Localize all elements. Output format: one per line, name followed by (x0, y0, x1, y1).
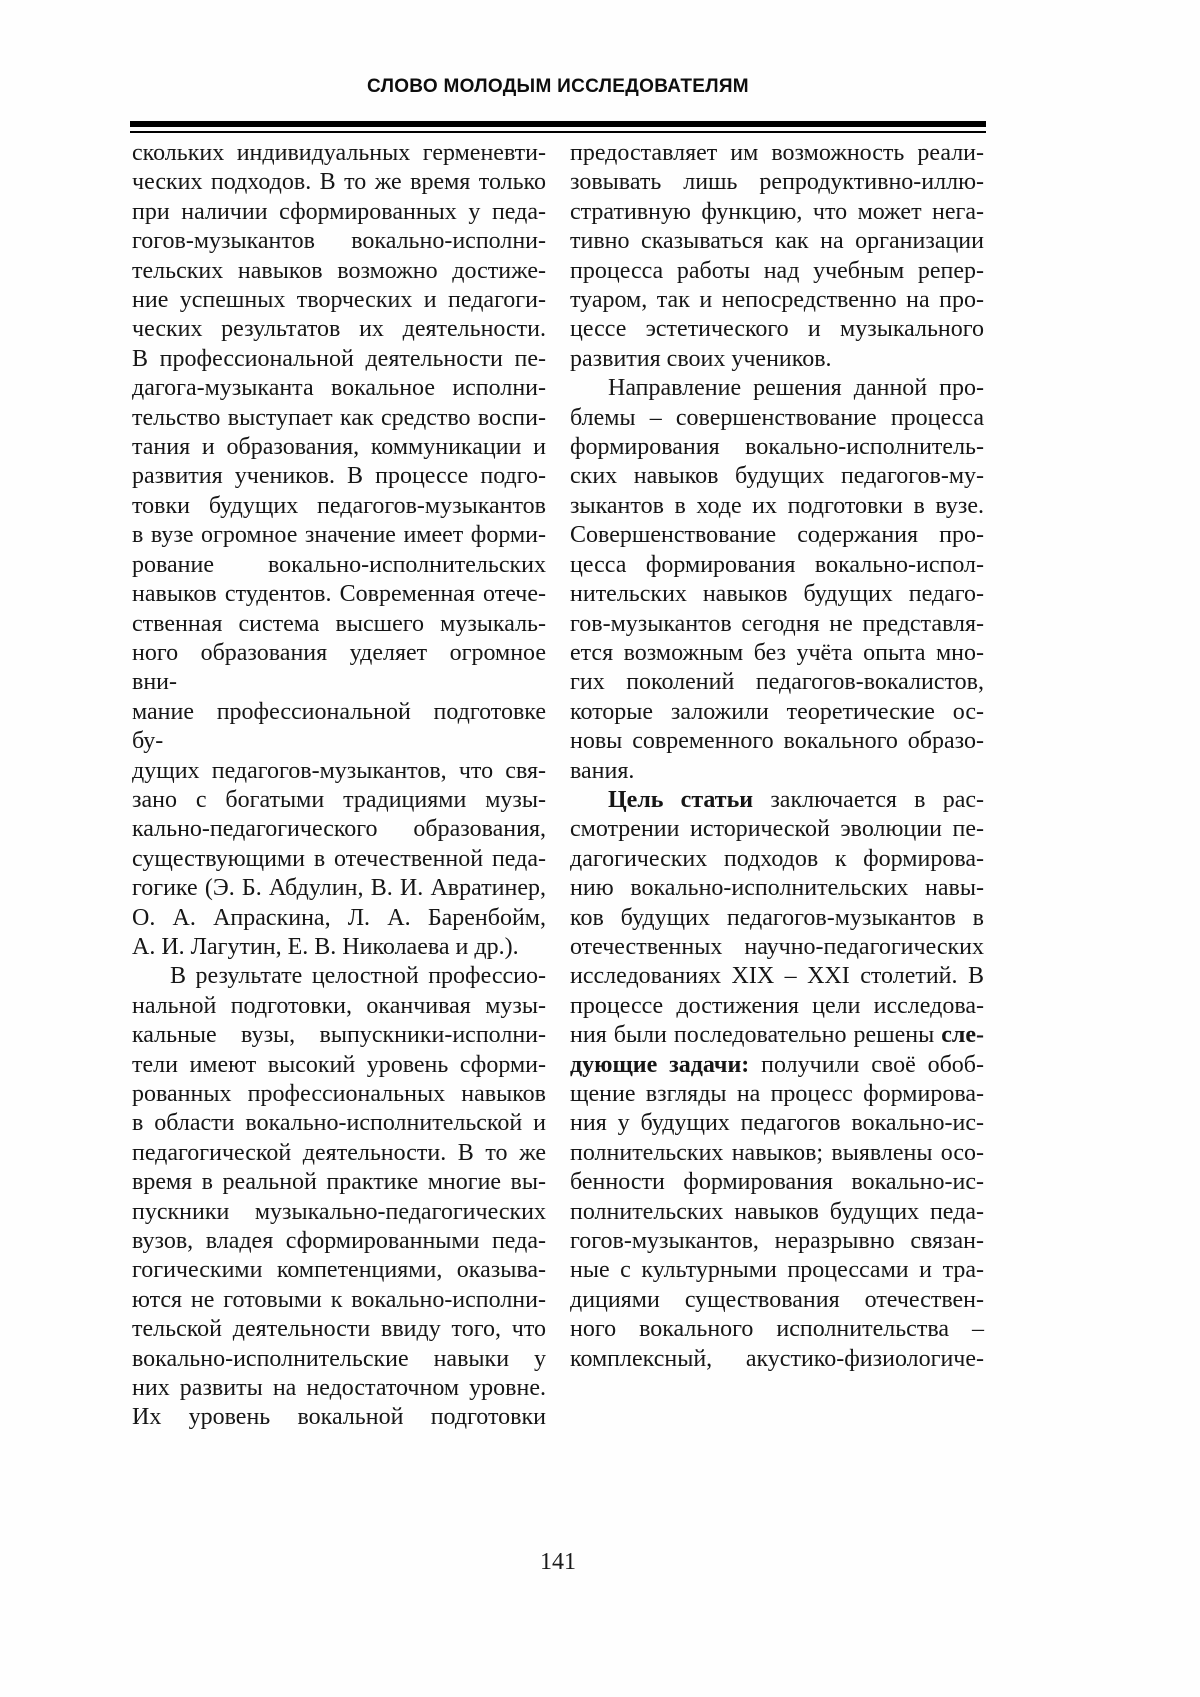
text-line: пускники музыкально-педагогических (132, 1198, 546, 1225)
text-line: Совершенствование содержания про- (570, 522, 984, 549)
text-line: Их уровень вокальной подготовки (132, 1404, 546, 1431)
text-line: них развиты на недостаточном уровне. (132, 1375, 546, 1402)
text-line: развития своих учеников. (570, 345, 832, 372)
text-line: О. А. Апраскина, Л. А. Баренбойм, (132, 904, 546, 931)
text-line: тания и образования, коммуникации и (132, 434, 546, 461)
text-line: развития учеников. В процессе подго- (132, 463, 546, 490)
text-columns (132, 139, 984, 1433)
text-line: дующие задачи: получили своё обоб- (570, 1051, 985, 1078)
text-line: Цель статьи заключается в рас- (608, 786, 984, 813)
text-line: стративную функцию, что может нега- (570, 198, 984, 225)
text-line: при наличии сформированных у педа- (132, 198, 546, 225)
text-line: ные с культурными процессами и тра- (570, 1257, 984, 1284)
text-line: туаром, так и непосредственно на про- (570, 287, 984, 314)
text-line: ческих результатов их деятельности. (132, 316, 546, 343)
text-line: процесса работы над учебным репер- (570, 257, 984, 284)
text-line: смотрении исторической эволюции пе- (570, 816, 984, 843)
text-line: комплексный, акустико-физиологиче- (570, 1345, 984, 1372)
text-line: А. И. Лагутин, Е. В. Николаева и др.). (132, 933, 519, 960)
text-line: рование вокально-исполнительских (132, 551, 546, 578)
text-line: формирования вокально-исполнитель- (570, 434, 984, 461)
text-line: ственная система высшего музыкаль- (132, 610, 546, 637)
text-line: гогов-музыкантов вокально-исполни- (132, 228, 546, 255)
running-head: СЛОВО МОЛОДЫМ ИССЛЕДОВАТЕЛЯМ (367, 76, 749, 97)
text-line: дициями существования отечествен- (570, 1286, 984, 1313)
text-line: дагогических подходов к формирова- (570, 845, 984, 872)
text-line: нальной подготовки, оканчивая музы- (132, 992, 546, 1019)
text-line: ских навыков будущих педагогов-му- (570, 463, 984, 490)
text-line: полнительских навыков; выявлены осо- (570, 1139, 984, 1166)
text-line: кальные вузы, выпускники-исполни- (132, 1022, 546, 1049)
text-line: кально-педагогического образования, (132, 816, 546, 843)
header-rule-thin (130, 131, 986, 133)
text-line: дущих педагогов-музыкантов, что свя- (132, 757, 546, 784)
text-line: исследованиях XIX – XXI столетий. В (570, 963, 984, 990)
text-line: тели имеют высокий уровень сформи- (132, 1051, 546, 1078)
text-line: мание профессиональной подготовке бу- (132, 698, 546, 755)
text-line: ние успешных творческих и педагоги- (132, 287, 546, 314)
text-line: тивно сказываться как на организации (570, 228, 984, 255)
text-line: полнительских навыков будущих педа- (570, 1198, 984, 1225)
text-line: навыков студентов. Современная отече- (132, 581, 546, 608)
text-line: ется возможным без учёта опыта мно- (570, 639, 984, 666)
text-line: гогическими компетенциями, оказыва- (132, 1257, 546, 1284)
text-line: ния были последовательно решены сле- (570, 1022, 984, 1049)
text-line: цесса формирования вокально-испол- (570, 551, 984, 578)
text-line: в вузе огромное значение имеет форми- (132, 522, 546, 549)
text-line: Направление решения данной про- (608, 375, 984, 402)
text-line: гов-музыкантов сегодня не представля- (570, 610, 984, 637)
text-line: вания. (570, 757, 635, 784)
text-line: время в реальной практике многие вы- (132, 1169, 546, 1196)
text-line: гогов-музыкантов, неразрывно связан- (570, 1228, 984, 1255)
text-line: ков будущих педагогов-музыкантов в (570, 904, 984, 931)
text-line: нию вокально-исполнительских навы- (570, 875, 984, 902)
text-line: рованных профессиональных навыков (132, 1081, 546, 1107)
text-line: педагогической деятельности. В то же (132, 1139, 546, 1166)
right-column (570, 139, 984, 1433)
text-line: цессе эстетического и музыкального (570, 316, 984, 343)
page-number: 141 (540, 1549, 576, 1575)
text-line: зано с богатыми традициями музы- (132, 786, 546, 813)
text-line: вокально-исполнительские навыки у (132, 1345, 546, 1372)
text-line: ния у будущих педагогов вокально-ис- (570, 1110, 984, 1137)
text-line: ческих подходов. В то же время только (132, 169, 546, 196)
text-line: зовывать лишь репродуктивно-иллю- (570, 169, 984, 196)
text-line: существующими в отечественной педа- (132, 845, 546, 872)
text-line: В профессиональной деятельности пе- (132, 345, 546, 372)
text-line: скольких индивидуальных герменевти- (132, 140, 546, 166)
text-line: вузов, владея сформированными педа- (132, 1228, 546, 1255)
text-line: ного образования уделяет огромное вни- (132, 639, 546, 696)
text-line: предоставляет им возможность реали- (570, 140, 984, 166)
text-line: которые заложили теоретические ос- (570, 698, 984, 725)
text-line: новы современного вокального образо- (570, 728, 984, 755)
text-line: ного вокального исполнительства – (570, 1316, 984, 1343)
text-line: тельской деятельности ввиду того, что (132, 1316, 546, 1343)
text-line: в области вокально-исполнительской и (132, 1110, 546, 1137)
text-line: бенности формирования вокально-ис- (570, 1169, 984, 1196)
text-line: нительских навыков будущих педаго- (570, 581, 984, 608)
text-line: гих поколений педагогов-вокалистов, (570, 669, 984, 696)
text-line: дагога-музыканта вокальное исполни- (132, 375, 546, 402)
text-line: щение взгляды на процесс формирова- (570, 1081, 984, 1107)
text-line: отечественных научно-педагогических (570, 933, 984, 960)
text-line: товки будущих педагогов-музыкантов (132, 492, 546, 519)
text-line: процессе достижения цели исследова- (570, 992, 984, 1019)
header-rule-thick (130, 121, 986, 127)
left-column (132, 139, 546, 1433)
text-line: гогике (Э. Б. Абдулин, В. И. Авратинер, (132, 875, 546, 902)
text-line: В результате целостной профессио- (170, 963, 546, 990)
text-line: блемы – совершенствование процесса (570, 404, 984, 431)
text-line: зыкантов в ходе их подготовки в вузе. (570, 492, 984, 519)
text-line: тельских навыков возможно достиже- (132, 257, 546, 284)
text-line: тельство выступает как средство воспи- (132, 404, 546, 431)
text-line: ются не готовыми к вокально-исполни- (132, 1286, 546, 1313)
